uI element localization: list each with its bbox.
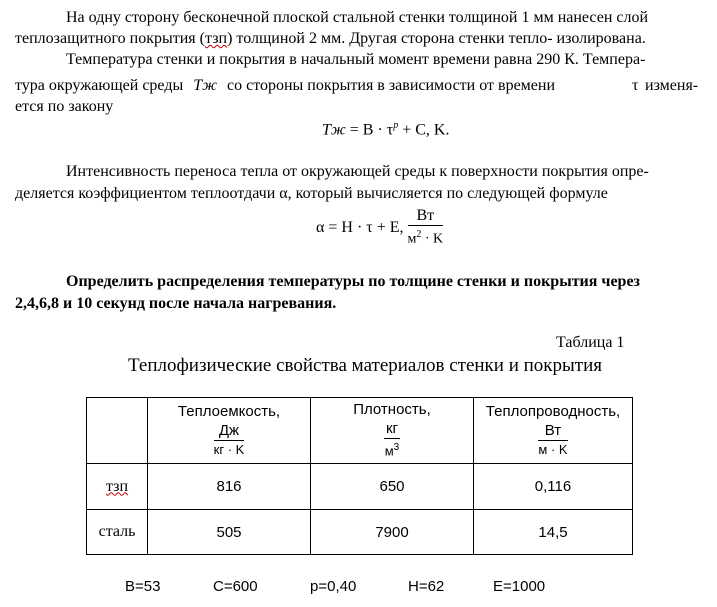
density-unit-denominator xyxy=(384,439,400,460)
tz-symbol: Tж xyxy=(193,77,217,94)
cell-value: 650 xyxy=(311,464,474,510)
formula2-unit-fraction xyxy=(408,207,444,249)
formula-temperature xyxy=(322,120,449,139)
table-row xyxy=(87,510,633,555)
cell-value: 0,116 xyxy=(474,464,633,510)
header-density xyxy=(311,398,474,464)
formula2-den-base: м xyxy=(407,231,417,247)
material-tzp: тзп xyxy=(87,464,148,510)
task-line1: Определить распределения температуры по толщине стенки и покрытия через xyxy=(66,273,640,290)
paragraph2-line2-b: со стороны покрытия в зависимости от времени xyxy=(227,77,556,94)
formula2-den-exponent: 2 xyxy=(416,229,422,240)
paragraph1-line2-b: ) толщиной 2 мм. Другая сторона стенки тепло- изолирована. xyxy=(227,30,646,47)
header-empty-cell xyxy=(87,398,148,464)
formula1-lhs: Tж xyxy=(322,121,346,139)
header-heat-capacity-unit xyxy=(214,422,245,459)
param-h: H=62 xyxy=(408,578,445,595)
parameters-line xyxy=(0,578,717,598)
paragraph3-line1: Интенсивность переноса тепла от окружающей среды к поверхности покрытия опре- xyxy=(66,163,649,180)
properties-table xyxy=(86,397,633,555)
cell-value: 505 xyxy=(148,510,311,555)
table-header-row xyxy=(87,398,633,464)
material-steel: сталь xyxy=(87,510,148,555)
table-row xyxy=(87,464,633,510)
conductivity-unit-denominator: м · K xyxy=(538,441,568,457)
cell-value: 7900 xyxy=(311,510,474,555)
formula1-exponent: p xyxy=(393,120,399,131)
param-c: C=600 xyxy=(213,578,258,595)
paragraph2-line2-c: изменя- xyxy=(645,77,699,94)
paragraph2-line2 xyxy=(15,76,555,96)
param-b: B=53 xyxy=(125,578,161,595)
formula1-eq: = B · τ xyxy=(349,121,394,139)
formula1-tail: + C, K. xyxy=(402,121,450,139)
formula2-unit-denominator xyxy=(408,226,444,249)
header-conductivity xyxy=(474,398,633,464)
heat-capacity-unit-numerator: Дж xyxy=(214,422,245,441)
param-p: p=0,40 xyxy=(310,578,357,595)
paragraph1-line2-a: теплозащитного покрытия ( xyxy=(15,30,205,47)
task-line2: 2,4,6,8 и 10 секунд после начала нагревания. xyxy=(15,295,337,312)
heat-capacity-unit-denominator: кг · K xyxy=(213,441,245,457)
tzp-abbreviation: тзп xyxy=(205,30,228,47)
density-den-base: м xyxy=(384,443,394,459)
tau-symbol: τ xyxy=(632,77,639,94)
paragraph1-line2 xyxy=(15,29,646,49)
header-heat-capacity xyxy=(148,398,311,464)
header-density-unit xyxy=(384,420,400,460)
param-e: E=1000 xyxy=(493,578,546,595)
paragraph2-line3: ется по закону xyxy=(15,98,114,115)
paragraph3-line2: деляется коэффициентом теплоотдачи α, который вычисляется по следующей формуле xyxy=(15,185,608,202)
formula2-unit-numerator: Вт xyxy=(408,207,444,226)
cell-value: 816 xyxy=(148,464,311,510)
paragraph2-line1: Температура стенки и покрытия в начальный момент времени равна 290 К. Темпера- xyxy=(66,51,646,68)
header-conductivity-unit xyxy=(538,422,567,459)
formula-alpha xyxy=(316,207,443,249)
header-density-name: Плотность, xyxy=(353,400,431,418)
table-label: Таблица 1 xyxy=(556,334,625,351)
paragraph1-line1: На одну сторону бесконечной плоской стальной стенки толщиной 1 мм нанесен слой xyxy=(66,9,649,26)
header-heat-capacity-name: Теплоемкость, xyxy=(177,402,281,420)
conductivity-unit-numerator: Вт xyxy=(538,422,567,441)
formula2-lhs: α = H · τ + E, xyxy=(316,218,404,236)
density-unit-numerator: кг xyxy=(385,419,399,437)
paragraph2-line2-a: тура окружающей среды xyxy=(15,77,184,94)
density-den-exponent: 3 xyxy=(393,441,400,453)
table-title: Теплофизические свойства материалов стенки и покрытия xyxy=(128,355,602,376)
header-conductivity-name: Теплопроводность, xyxy=(485,402,621,420)
formula2-den-tail: · K xyxy=(421,231,444,247)
cell-value: 14,5 xyxy=(474,510,633,555)
